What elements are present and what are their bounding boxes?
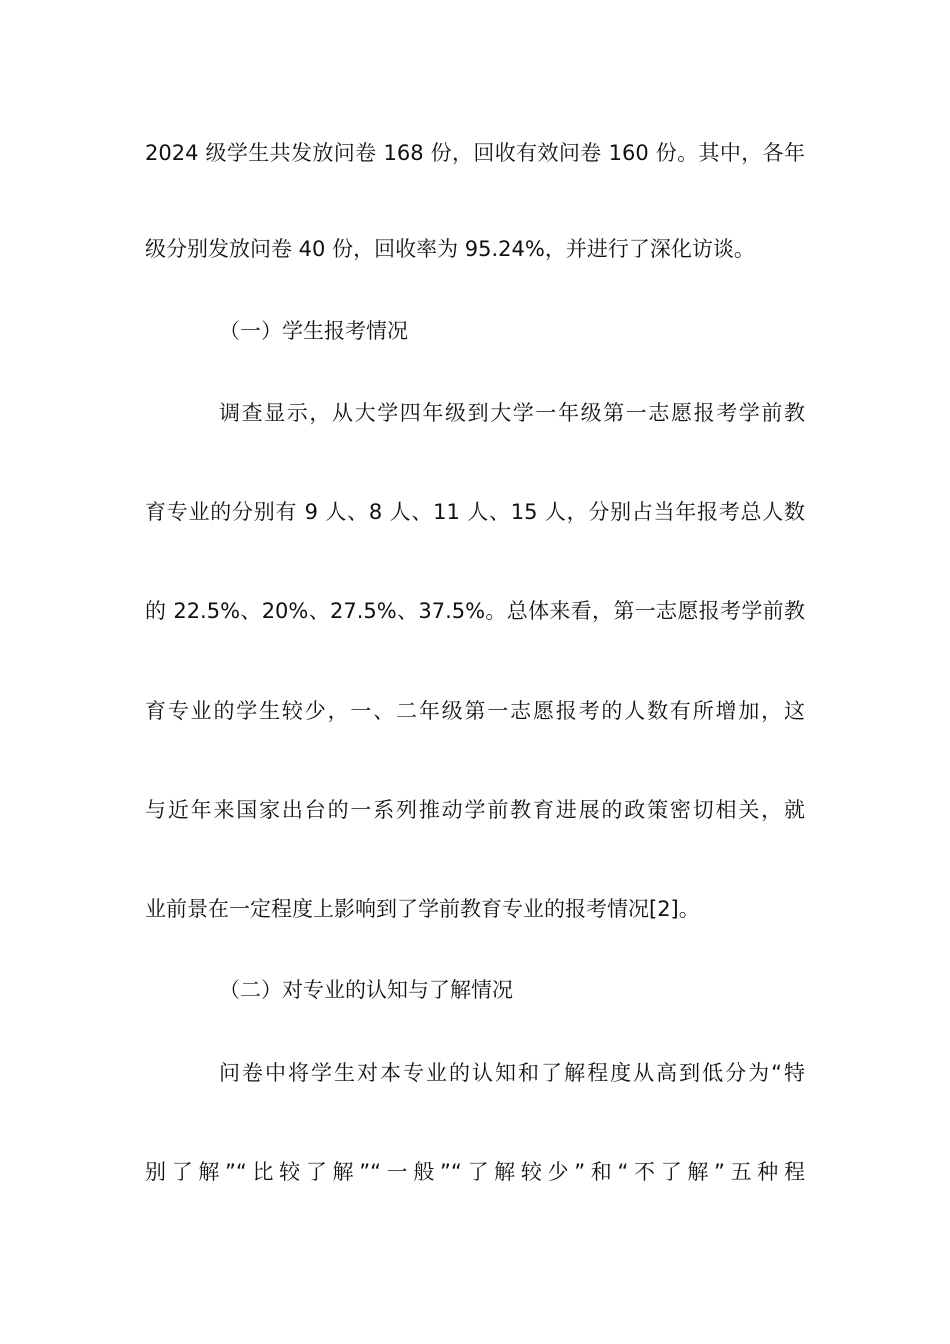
- paragraph-1-line-1: 2024 级学生共发放问卷 168 份，回收有效问卷 160 份。其中，各年: [145, 141, 805, 165]
- paragraph-2-line-5: 与近年来国家出台的一系列推动学前教育进展的政策密切相关，就: [145, 798, 805, 822]
- paragraph-1-line-2: 级分别发放问卷 40 份，回收率为 95.24%，并进行了深化访谈。: [145, 237, 755, 261]
- paragraph-3-line-1: 问卷中将学生对本专业的认知和了解程度从高到低分为“特: [219, 1061, 805, 1085]
- paragraph-3-line-2: 别了解”“比较了解”“一般”“了解较少”和“不了解”五种程: [145, 1160, 805, 1184]
- paragraph-2-line-6: 业前景在一定程度上影响到了学前教育专业的报考情况[2]。: [145, 897, 700, 921]
- paragraph-2-line-3: 的 22.5%、20%、27.5%、37.5%。总体来看，第一志愿报考学前教: [145, 599, 805, 623]
- paragraph-2-line-2: 育专业的分别有 9 人、8 人、11 人、15 人，分别占当年报考总人数: [145, 500, 805, 524]
- paragraph-2-line-4: 育专业的学生较少，一、二年级第一志愿报考的人数有所增加，这: [145, 699, 805, 723]
- paragraph-2-line-1: 调查显示，从大学四年级到大学一年级第一志愿报考学前教: [219, 401, 805, 425]
- section-heading-2: （二）对专业的认知与了解情况: [219, 978, 513, 1002]
- section-heading-1: （一）学生报考情况: [219, 319, 408, 343]
